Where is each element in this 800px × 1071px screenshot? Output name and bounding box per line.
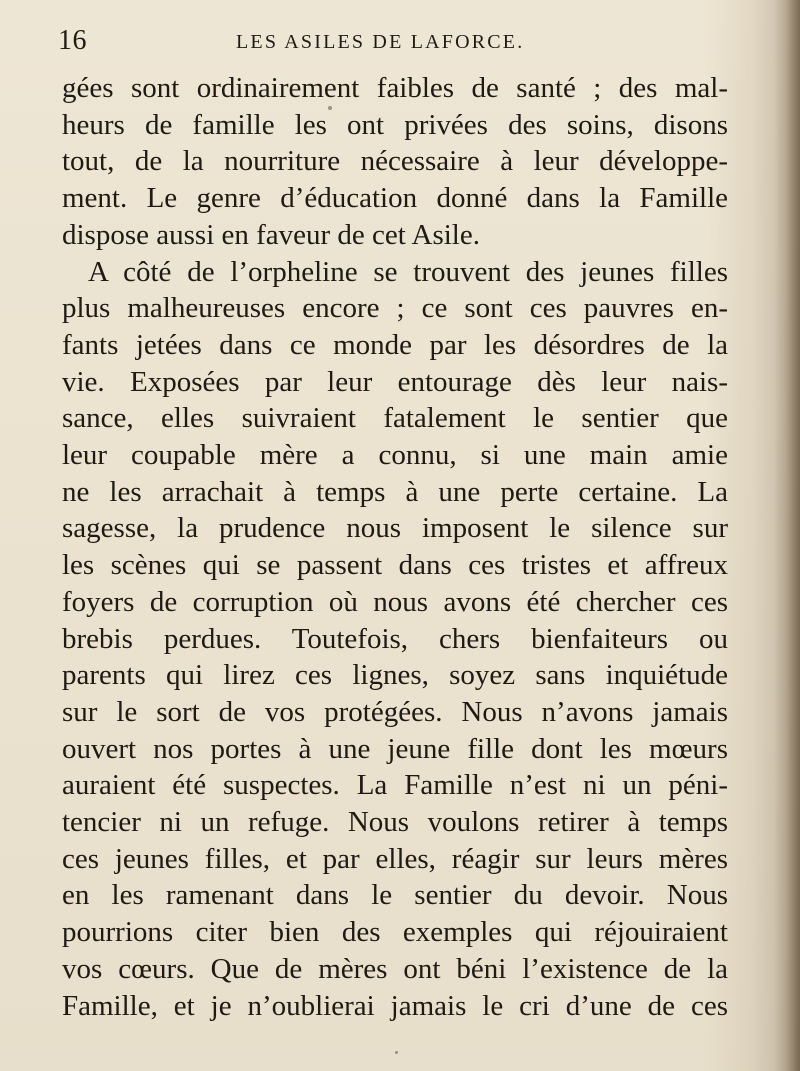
- text-line: plus malheureuses encore ; ce sont ces pauvres en-: [62, 292, 728, 325]
- text-line: leur coupable mère a connu, si une main amie: [62, 439, 728, 472]
- text-line: foyers de corruption où nous avons été chercher ces: [62, 585, 728, 618]
- text-line: ment. Le genre d’éducation donné dans la Famille: [62, 182, 728, 215]
- page-edge-shadow: [774, 0, 800, 1071]
- body-text: [62, 70, 728, 1024]
- text-line: tout, de la nourriture nécessaire à leur développe-: [62, 145, 728, 178]
- page-header: [56, 24, 736, 58]
- text-line: gées sont ordinairement faibles de santé ; des mal-: [62, 72, 728, 104]
- text-line: pourrions citer bien des exemples qui réjouiraient: [62, 916, 728, 949]
- text-line: sur le sort de vos protégées. Nous n’avons jamais: [62, 695, 728, 728]
- running-head: LES ASILES DE LAFORCE.: [236, 31, 525, 53]
- text-line: ces jeunes filles, et par elles, réagir sur leurs mères: [62, 842, 728, 875]
- text-line: sagesse, la prudence nous imposent le silence sur: [62, 512, 728, 545]
- text-line: vos cœurs. Que de mères ont béni l’existence de la: [62, 952, 728, 985]
- text-line: ne les arrachait à temps à une perte certaine. La: [62, 475, 728, 508]
- text-line: fants jetées dans ce monde par les désordres de la: [62, 328, 728, 361]
- text-line: en les ramenant dans le sentier du devoir. Nous: [62, 879, 728, 912]
- text-line: ouvert nos portes à une jeune fille dont les mœurs: [62, 732, 728, 765]
- text-line: sance, elles suivraient fatalement le sentier que: [62, 402, 728, 435]
- paper-speck: [395, 1051, 398, 1054]
- text-line: les scènes qui se passent dans ces tristes et affreux: [62, 549, 728, 582]
- text-line: parents qui lirez ces lignes, soyez sans inquiétude: [62, 659, 728, 692]
- paper-speck: [328, 106, 332, 110]
- text-line: dispose aussi en faveur de cet Asile.: [62, 218, 480, 251]
- text-line: brebis perdues. Toutefois, chers bienfaiteurs ou: [62, 622, 728, 655]
- text-line: heurs de famille les ont privées des soins, disons: [62, 108, 728, 141]
- text-line: A côté de l’orpheline se trouvent des jeunes filles: [88, 255, 728, 288]
- text-line: tencier ni un refuge. Nous voulons retirer à temps: [62, 806, 728, 839]
- page-number: 16: [58, 25, 87, 56]
- text-line: vie. Exposées par leur entourage dès leur nais-: [62, 365, 728, 398]
- text-line: Famille, et je n’oublierai jamais le cri d’une de ces: [62, 989, 728, 1022]
- text-line: auraient été suspectes. La Famille n’est ni un péni-: [62, 769, 728, 802]
